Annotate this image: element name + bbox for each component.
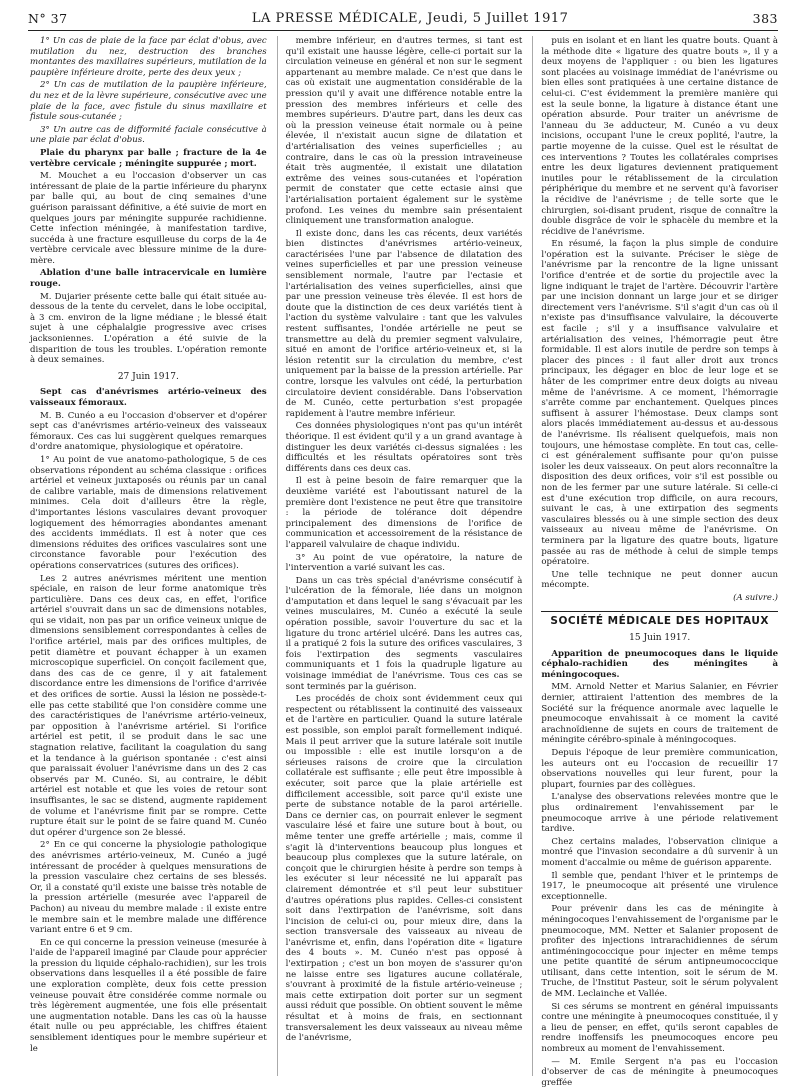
paragraph: Dans un cas très spécial d'anévrisme consécutif à l'ulcération de la fémorale, liée dans un moignon d'amputation et dans lequel le sang s'évacuait par les veines musculaires, M. Cunéo a exécuté la seule opération possible, savoir l'ouverture du sac et la ligature du tronc artériel ulcéré. Dans les autres cas, il a pratiqué 2 fois la suture des orifices vasculaires, 3 fois l'extirpation des segments vasculaires communiquants et 1 fois la quadruple ligature au voisinage immédiat de l'anévrisme. Tous ces cas se sont terminés par la guérison.	[285, 575, 523, 692]
page-number-right: 383	[752, 10, 778, 26]
paragraph: Il est à peine besoin de faire remarquer que la deuxième variété est l'aboutissant naturel de la première dont l'existence ne peut être que transitoire : la période de tolérance doit dépendre principalement des dimensions de l'orifice de communication et accessoirement de la résistance de l'appareil valvulaire de chaque individu.	[285, 476, 523, 550]
page-number-left: N° 37	[28, 10, 68, 26]
paragraph: Il existe donc, dans les cas récents, deux variétés bien distinctes d'anévrismes artério-veineux, caractérisées l'une par l'absence de dilatation des veines superficielles et par une pression veineuse sensiblement normale, l'autre par l'ectasie et l'artérialisation des veines superficielles, ainsi que par une pression veineuse très élevée. Il est hors de doute que la distinction de ces deux variétés tient à l'action du système valvulaire : tant que les valvules restent suffisantes, l'ondée artérielle ne peut se transmettre au delà du premier segment valvulaire, situé en amont de l'orifice artério-veineux et, si la lésion retentit sur la circulation du membre, c'est uniquement par la baisse de la pression artérielle. Par contre, lorsque les valvules ont cédé, la perturbation circulatoire devient considérable. Dans l'observation de M. Cunéo, cette perturbation s'est propagée rapidement à l'autre membre inférieur.	[285, 228, 523, 419]
paragraph: Depuis l'époque de leur première communication, les auteurs ont eu l'occasion de recueillir 17 observations nouvelles qui leur furent, pour la plupart, fournies par des collègues.	[541, 748, 779, 790]
case-item-2: 2° Un cas de mutilation de la paupière inférieure, du nez et de la lèvre supérieure, consécutive avec une plaie de la face, avec fistule du sinus maxillaire et fistule sous-cutanée ;	[30, 80, 267, 123]
section-title-anevrismes: Sept cas d'anévrismes artério-veineux des vaisseaux fémoraux.	[30, 387, 267, 408]
a-suivre: (A suivre.)	[733, 592, 779, 603]
paragraph: M. B. Cunéo a eu l'occasion d'observer et d'opérer sept cas d'anévrismes artério-veineux des vaisseaux fémoraux. Ces cas lui suggèrent quelques remarques d'ordre anatomique, physiologique et opératoire.	[30, 410, 267, 453]
section-title-balle: Ablation d'une balle intracervicale en lumière rouge.	[30, 268, 267, 290]
paragraph: Les procédés de choix sont évidemment ceux qui respectent ou rétablissent la continuité des vaisseaux et de l'artère en particulier. Quand la suture latérale est possible, son emploi paraît formellement indiqué. Mais il peut arriver que la suture latérale soit inutile ou impossible : elle est inutile lorsqu'on a de sérieuses raisons de croire que la circulation collatérale est suffisante ; elle peut être impossible à exécuter, soit parce que la plaie artérielle est difficilement accessible, soit parce qu'il existe une perte de substance notable de la paroi artérielle. Dans ce dernier cas, on pourrait enlever le segment vasculaire lésé et faire une suture bout à bout, ou même tenter une greffe artérielle ; mais, comme il s'agit là d'interventions beaucoup plus longues et beaucoup plus complexes que la suture latérale, on conçoit que le chirurgien hésite à perdre son temps à les exécuter si leur nécessité ne lui apparaît pas clairement démontrée et s'il peut leur substituer d'autres opérations plus rapides. Celles-ci consistent soit dans l'extirpation de l'anévrisme, soit dans l'incision de celui-ci ou, pour mieux dire, dans la section transversale des vaisseaux au niveau de l'anévrisme et, enfin, dans l'opération dite « ligature des 4 bouts ». M. Cunéo n'est pas opposé à l'extirpation ; c'est un bon moyen de s'assurer qu'on ne laisse entre ses ligatures aucune collatérale, s'ouvrant à proximité de la fistule artério-veineuse ; mais cette extirpation doit porter sur un segment aussi réduit que possible. On obtient souvent le même résultat et à moins de frais, en sectionnant transversalement les deux vaisseaux au niveau même de l'anévrisme,	[285, 694, 523, 1044]
paragraph: MM. Arnold Netter et Marius Salanier, en Février dernier, attiraient l'attention des membres de la Société sur la fréquence anormale avec laquelle le pneumocoque envahissait à ce moment la cavité arachnoïdienne de sujets en cours de traitement de méningite cérébro-spinale à méningocoques.	[541, 682, 779, 746]
paragraph: En ce qui concerne la pression veineuse (mesurée à l'aide de l'appareil imaginé par Claude pour apprécier la pression du liquide céphalo-rachidien), sur les trois observations dans lesquelles il a été possible de faire une exploration complète, deux fois cette pression veineuse pouvait être considérée comme normale ou très légèrement augmentée, une fois elle présentait une augmentation notable. Dans les cas où la hausse était nulle ou peu appréciable, les chiffres étaient sensiblement identiques pour le membre supérieur et le	[30, 937, 267, 1054]
paragraph: Il semble que, pendant l'hiver et le printemps de 1917, le pneumocoque ait présenté une virulence exceptionnelle.	[541, 870, 779, 902]
society-heading: SOCIÉTÉ MÉDICALE DES HOPITAUX	[550, 615, 769, 628]
case-item-3: 3° Un autre cas de difformité faciale consécutive à une plaie par éclat d'obus.	[30, 124, 267, 146]
paragraph: Les 2 autres anévrismes méritent une mention spéciale, en raison de leur forme anatomique très particulière. Dans ces deux cas, en effet, l'orifice artériel s'ouvrait dans un sac de dimensions notables, qui se vidait, non pas par un orifice veineux unique de dimensions sensiblement correspondantes à celles de l'orifice artériel, mais par des orifices multiples, de petit diamètre et pouvant échapper à un examen microscopique superficiel. On conçoit facilement que, dans des cas de ce genre, il y ait fatalement discordance entre les dimensions de l'orifice d'arrivée et des orifices de sortie. Aussi la lésion ne possède-t-elle pas cette stabilité que l'on considère comme une des caractéristiques de l'anévrisme artério-veineux, par opposition à l'anévrisme artériel. Si l'orifice artériel est petit, il se produit dans le sac une stagnation relative, facilitant la coagulation du sang et la tendance à la guérison spontanée : c'est ainsi que paraissait évoluer l'anévrisme dans un des 2 cas observés par M. Cunéo. Si, au contraire, le débit artériel est notable et que les voies de retour sont insuffisantes, le sac se distend, augmente rapidement de volume et l'anévrisme finit par se rompre. Cette rupture était sur le point de se faire quand M. Cunéo dut opérer d'urgence son 2e blessé.	[30, 573, 267, 838]
paragraph: puis en isolant et en liant les quatre bouts. Quant à la méthode dite « ligature des quatre bouts », il y a deux moyens de l'appliquer : ou bien les ligatures sont placées au voisinage immédiat de l'anévrisme ou bien elles sont pratiquées à une certaine distance de celui-ci. C'est évidemment la première manière qui est la seule bonne, la ligature à distance étant une opération absurde. Pour traiter un anévrisme de l'anneau du 3e adducteur, M. Cunéo a vu deux incisions, occupant l'une le creux poplité, l'autre, la partie moyenne de la cuisse. Quel est le résultat de ces interventions ? Toutes les collatérales comprises entre les deux ligatures deviennent pratiquement inutiles pour le rétablissement de la circulation périphérique du membre et ne servent qu'à favoriser la récidive de l'anévrisme ; de telle sorte que le chirurgien, soi-disant prudent, risque de connaître la double disgrâce de voir le sphacèle du membre et la récidive de l'anévrisme.	[541, 36, 779, 237]
paragraph: Chez certains malades, l'observation clinique a montré que l'invasion secondaire a dû survenir à un moment d'accalmie ou même de guérison apparente.	[541, 836, 779, 868]
page-header	[28, 6, 778, 31]
section-divider	[541, 611, 778, 612]
article-columns	[30, 36, 779, 1088]
session-date: 27 Juin 1917.	[117, 371, 179, 382]
paragraph: — M. Emile Sergent n'a pas eu l'occasion d'observer de cas de méningite à pneumocoques greffée	[541, 1056, 779, 1088]
paragraph: Pour prévenir dans les cas de méningite à méningocoques l'envahissement de l'organisme par le pneumocoque, MM. Netter et Salanier proposent de profiter des injections intrarachidiennes de sérum antiméningococcique pour injecter en même temps une petite quantité de sérum antipneumococcique utilisant, dans cette intention, soit le sérum de M. Truche, de l'Institut Pasteur, soit le sérum polyvalent de MM. Leclainche et Vallée.	[541, 904, 779, 1000]
paragraph: membre inférieur, en d'autres termes, si tant est qu'il existait une hausse légère, celle-ci portait sur la circulation veineuse en général et non sur le segment appartenant au membre malade. Ce n'est que dans le cas où existait une augmentation considérable de la pression qu'il y avait une différence notable entre la pression des membres inférieurs et celle des membres supérieurs. D'autre part, dans les deux cas où la pression veineuse était normale ou à peine élevée, il n'existait aucun signe de dilatation et d'artérialisation des veines superficielles ; au contraire, dans le cas où la pression intraveineuse était très augmentée, il existait une dilatation extrême des veines sous-cutanées et l'opération permit de constater que cette ectasie ainsi que l'artérialisation portaient également sur le système profond. Les veines du membre sain présentaient cliniquement une transformation analogue.	[285, 36, 523, 227]
session-date: 15 Juin 1917.	[629, 633, 691, 644]
paragraph: Si ces sérums se montrent en général impuissants contre une méningite à pneumocoques constituée, il y a lieu de penser, en effet, qu'ils seront capables de rendre inoffensifs les pneumocoques encore peu nombreux au moment de l'envahissement.	[541, 1001, 779, 1055]
section-body-balle: M. Dujarier présente cette balle qui était située au-dessous de la tente du cervelet, dans le lobe occipital, à 3 cm. environ de la ligne médiane ; le blessé était sujet à une céphalalgie progressive avec crises jacksoniennes. L'opération a été suivie de la disparition de tous les troubles. L'opération remonte à deux semaines.	[30, 291, 267, 366]
column-3	[532, 36, 779, 1088]
section-title-pharynx: Plaie du pharynx par balle ; fracture de la 4e vertèbre cervicale ; méningite suppurée ; mort.	[30, 147, 267, 169]
paragraph: 3° Au point de vue opératoire, la nature de l'intervention a varié suivant les cas.	[285, 552, 523, 574]
paragraph: Une telle technique ne peut donner aucun mécompte.	[541, 569, 779, 591]
journal-title: LA PRESSE MÉDICALE, Jeudi, 5 Juillet 1917	[251, 10, 569, 26]
paragraph: 2° En ce qui concerne la physiologie pathologique des anévrismes artério-veineux, M. Cunéo a jugé intéressant de procéder à quelques mensurations de la pression vasculaire chez certains de ses blessés. Or, il a constaté qu'il existe une baisse très notable de la pression artérielle (mesurée avec l'appareil de Pachon) au niveau du membre malade : il existe entre le membre sain et le membre malade une différence variant entre 6 et 9 cm.	[30, 840, 267, 936]
column-2	[277, 36, 523, 1076]
section-body-pharynx: M. Mouchet a eu l'occasion d'observer un cas intéressant de plaie de la partie inférieure du pharynx par balle qui, au bout de cinq semaines d'une guérison paraissant définitive, a été suivie de mort en quelques jours par méningite suppurée rachidienne. Cette infection méningée, à manifestation tardive, succéda à une fracture esquilleuse du corps de la 4e vertèbre cervicale avec blessure minime de la dure-mère.	[30, 171, 267, 266]
case-item-1: 1° Un cas de plaie de la face par éclat d'obus, avec mutilation du nez, destruction des branches montantes des maxillaires supérieurs, mutilation de la paupière inférieure droite, perte des deux yeux ;	[30, 36, 267, 78]
paragraph: Ces données physiologiques n'ont pas qu'un intérêt théorique. Il est évident qu'il y a un grand avantage à distinguer les deux variétés ci-dessus signalées : les difficultés et les résultats opératoires sont très différents dans ces deux cas.	[285, 421, 523, 474]
paragraph: L'analyse des observations relevées montre que le plus ordinairement l'envahissement par le pneumocoque arrive à une période relativement tardive.	[541, 792, 779, 835]
column-1	[30, 36, 267, 1076]
paragraph: En résumé, la façon la plus simple de conduire l'opération est la suivante. Préciser le siège de l'anévrisme par la rencontre de la ligne unissant l'orifice d'entrée et de sortie du projectile avec la ligne indiquant le trajet de l'artère. Découvrir l'artère par une incision donnant un large jour et se diriger directement vers l'anévrisme. S'il s'agit d'un cas où il n'existe pas d'insuffisance valvulaire, la découverte est facile ; s'il y a insuffisance valvulaire et artérialisation des veines, l'hémorragie peut être formidable. Il est alors inutile de perdre son temps à placer des pinces : il faut aller droit aux troncs principaux, les dégager en bloc de leur loge et se hâter de les comprimer entre deux doigts au niveau même de l'anévrisme. A ce moment, l'hémorragie s'arrête comme par enchantement. Quelques pinces suffisent à assurer l'hémostase. Deux clamps sont alors placés immédiatement au-dessus et au-dessous de l'anévrisme. Ils réalisent quelquefois, mais non toujours, une hémostase complète. En tout cas, celle-ci est généralement suffisante pour qu'on puisse isoler les deux vaisseaux. On peut alors reconnaître la disposition des deux orifices, voir s'il est possible ou non de les fermer par une suture latérale. Si celle-ci est d'une exécution trop difficile, on aura recours, suivant le cas, à une extirpation des segments vasculaires blessés ou à une simple section des deux vaisseaux au niveau même de l'anévrisme. On terminera par la ligature des quatre bouts, ligature passée au ras de méthode à celui de simple temps opératoire.	[541, 239, 779, 568]
paragraph: 1° Au point de vue anatomo-pathologique, 5 de ces observations répondent au schéma classique : orifices artériel et veineux juxtaposés ou réunis par un canal de calibre variable, mais de dimensions relativement minimes. Cela doit d'ailleurs être la règle, d'importantes lésions vasculaires devant provoquer logiquement des hémorragies abondantes amenant des accidents immédiats. Il est à noter que ces dimensions réduites des orifices vasculaires sont une circonstance favorable pour l'exécution des opérations conservatrices (sutures des orifices).	[30, 454, 267, 571]
section-title-pneumocoques: Apparition de pneumocoques dans le liquide céphalo-rachidien des méningites à méningocoques.	[541, 648, 779, 680]
